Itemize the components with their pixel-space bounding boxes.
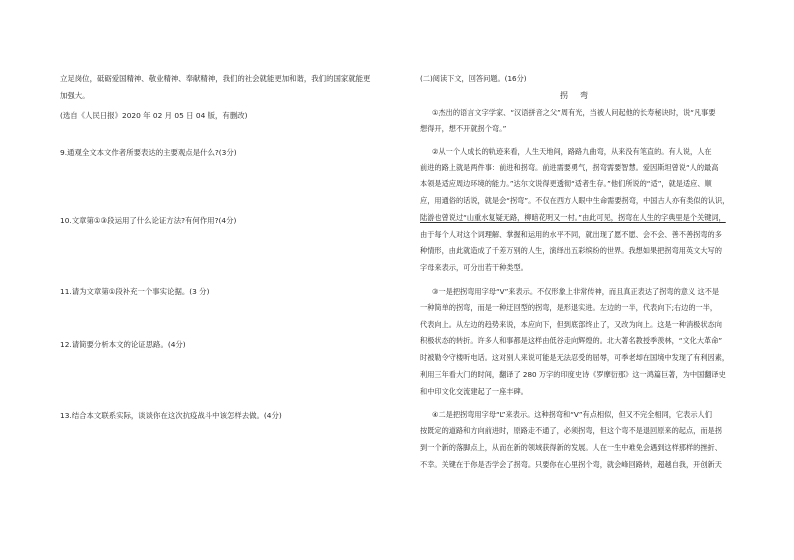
article-line: 到一个新的落脚点上，从而在新的领域获得新的发展。人在一生中难免会遇到这样那样的挫折、 [420,443,722,452]
question-13: 13.结合本文联系实际，谈谈你在这次抗疫战斗中该怎样去做。(4分) [60,411,282,420]
article-line: ③一是把拐弯用字母“V”来表示。不仅形象上非常传神，而且真正表达了拐弯的意义 这不是 [432,287,720,296]
source-note: (选自《人民日报》2020 年 02 月 05 日 04 版，有删改) [60,111,248,120]
article-line: ④二是把拐弯用字母“L”来表示。这种拐弯和“V”有点相似，但又不完全相同，它表示人们 [432,410,712,419]
article-line: 时被勒令守楼听电话。这对别人来说可能是无法忍受的屈辱，可季老却在国境中发现了有利因素， [420,353,730,362]
article-line: 一种简单的拐弯，而是一种迂回型的拐弯，是形退实进。左边的一半，代表向下;右边的一半， [420,303,718,312]
question-12: 12.请简要分析本文的论证思路。(4分) [60,340,186,349]
article-line: 代表向上。从左边的趋势来说，本应向下，但到底部终止了，又改为向上。这是一种消极状态向 [420,320,722,329]
section-heading: (二)阅读下文，回答问题。(16分) [420,74,527,83]
body-line: 加强大。 [60,91,90,100]
article-line: 想得开，想不开就拐个弯。” [420,124,507,133]
article-line: 积极状态的转折。许多人和事都是这样由低谷走向辉煌的。北大著名教授季羡林，“文化大革命” [420,336,723,345]
question-11: 11.请为文章第①段补充一个事实论据。(3 分) [60,287,210,296]
question-10: 10.文章第①③段运用了什么论证方法?有何作用?(4分) [60,216,237,225]
article-line: 按既定的道路和方向前进时，原路走不通了，必须拐弯，但这个弯不是退回原来的起点，而是拐 [420,426,722,435]
article-line: 应，用通俗的话说，就是会“拐弯”。不仅在西方人眼中生命需要拐弯，中国古人亦有类似的认识， [420,196,730,205]
article-line: 和中印文化交流建起了一座丰碑。 [420,387,528,396]
article-line: 种情形，由此就造成了千差万别的人生，演绎出五彩缤纷的世界。我想如果把拐弯用英文大写的 [420,246,722,255]
article-line: ①杰出的语言文字学家、“汉语拼音之父”周有光，当被人问起他的长寿秘诀时，说“凡事要 [432,108,716,117]
article-line: 由于每个人对这个词理解、掌握和运用的水平不同，就出现了愿不愿、会不会、善不善拐弯的多 [420,230,722,239]
article-line: ②从一个人成长的轨迹来看，人生天地间，路路九曲弯，从来没有笔直的。有人说，人在 [432,147,712,156]
question-9: 9.通观全文本文作者所要表达的主要观点是什么?(3分) [60,148,237,157]
article-line: 本领是适应周边环境的能力。”达尔文说得更透彻“适者生存。”他们所说的“适”，就是适应、顺 [420,179,712,188]
article-line: 利用三年看大门的时间，翻译了 280 万字的印度史诗《罗摩衍那》这一鸿篇巨著，为中国翻译史 [420,370,726,379]
article-line: 字母来表示，可分出若干种类型。 [420,263,528,272]
article-line: 不幸。关键在于你是否学会了拐弯。只要你在心里拐个弯，就会峰回路转，超越自我，开创新天 [420,460,722,469]
article-line: 前进的路上就是两件事：前进和拐弯。前进需要勇气，拐弯需要智慧。爱因斯坦曾说“人的最高 [420,163,719,172]
article-title: 拐弯 [560,91,600,100]
body-line: 立足岗位，砥砺爱国精神、敬业精神、奉献精神，我们的社会就能更加和谐，我们的国家就能更 [60,74,371,83]
article-line-underlined: 陆游也曾说过“山重水复疑无路，柳暗花明又一村。”由此可见，拐弯在人生的字典里是个关键词， [420,213,726,222]
